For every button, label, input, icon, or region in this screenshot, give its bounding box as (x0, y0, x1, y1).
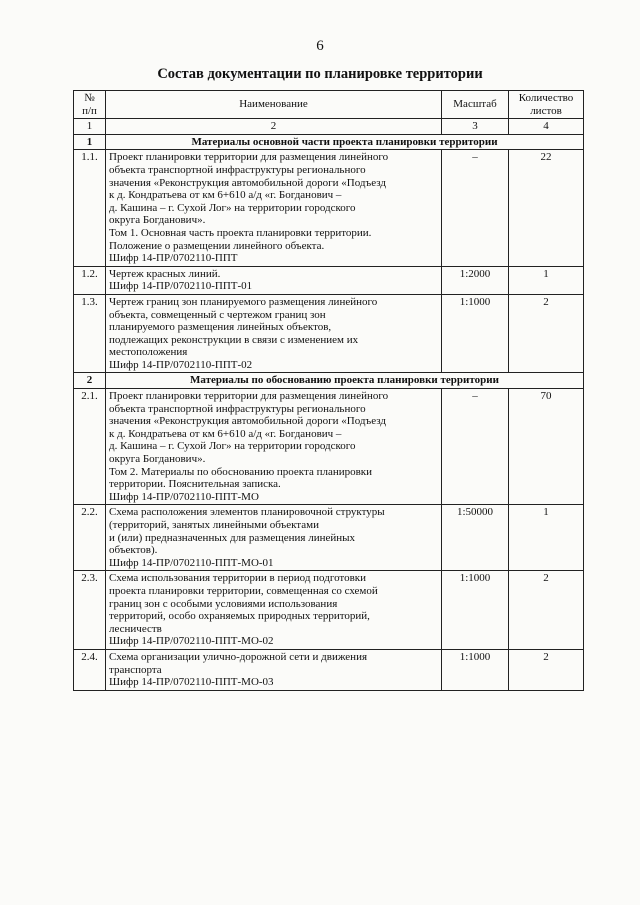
row-number: 2.2. (74, 505, 106, 571)
row-scale: 1:2000 (442, 266, 509, 294)
row-scale: – (442, 389, 509, 505)
row-name-line: транспорта (109, 663, 162, 676)
row-name-line: Схема расположения элементов планировочной структуры (109, 506, 385, 519)
section-title: Материалы основной части проекта планировки территории (106, 134, 584, 150)
row-name-line: значения «Реконструкция автомобильной дороги «Подъезд (109, 415, 386, 428)
row-name-line: границ зон с особыми условиями использования (109, 597, 338, 610)
section-row (74, 373, 584, 389)
row-number: 1.3. (74, 294, 106, 373)
row-name-line: округа Богданович». (109, 214, 206, 227)
table-row (74, 571, 584, 650)
row-scale: 1:50000 (442, 505, 509, 571)
header-count-line: Количество (518, 92, 574, 104)
row-name-line: Схема использования территории в период подготовки (109, 572, 367, 585)
row-name (106, 266, 442, 294)
row-name-line: Чертеж красных линий. (109, 267, 221, 280)
section-number: 2 (74, 373, 106, 389)
row-name-line: д. Кашина – г. Сухой Лог» на территории городского (109, 440, 356, 453)
section-row (74, 134, 584, 150)
row-name-line: территории. Пояснительная записка. (109, 478, 281, 491)
row-scale: 1:1000 (442, 571, 509, 650)
header-count-line: листов (530, 104, 562, 117)
row-name-line: к д. Кондратьева от км 6+610 а/д «г. Богданович – (109, 427, 342, 440)
col-index-cell: 2 (106, 119, 442, 135)
header-num-line: № (84, 92, 95, 104)
row-name-line: Шифр 14-ПР/0702110-ППТ-МО (109, 490, 259, 503)
section-title: Материалы по обоснованию проекта планировки территории (106, 373, 584, 389)
row-number: 1.1. (74, 150, 106, 266)
table-row (74, 150, 584, 266)
row-count: 70 (509, 389, 584, 505)
row-count: 1 (509, 266, 584, 294)
row-name-line: объектов). (109, 544, 158, 557)
table-row (74, 294, 584, 373)
row-name-line: проекта планировки территории, совмещенная со схемой (109, 584, 378, 597)
row-name (106, 571, 442, 650)
row-count: 2 (509, 649, 584, 690)
col-index-cell: 4 (509, 119, 584, 135)
header-num (74, 91, 106, 119)
table-row (74, 505, 584, 571)
row-name-line: Шифр 14-ПР/0702110-ППТ-МО-02 (109, 635, 274, 648)
row-scale: – (442, 150, 509, 266)
document-title: Состав документации по планировке территории (157, 66, 483, 82)
row-name (106, 150, 442, 266)
row-name-line: Шифр 14-ПР/0702110-ППТ (109, 252, 238, 265)
row-count: 22 (509, 150, 584, 266)
row-name-line: Шифр 14-ПР/0702110-ППТ-02 (109, 358, 253, 371)
section-number: 1 (74, 134, 106, 150)
row-name-line: округа Богданович». (109, 453, 206, 466)
row-name-line: к д. Кондратьева от км 6+610 а/д «г. Богданович – (109, 189, 342, 202)
row-name-line: Том 2. Материалы по обоснованию проекта планировки (109, 465, 373, 478)
row-name-line: и (или) предназначенных для размещения линейных (109, 531, 356, 544)
row-name-line: Чертеж границ зон планируемого размещения линейного (109, 295, 378, 308)
row-name-line: Шифр 14-ПР/0702110-ППТ-МО-03 (109, 676, 274, 689)
row-name-line: Схема организации улично-дорожной сети и движения (109, 650, 368, 663)
table-row (74, 389, 584, 505)
row-name-line: лесничеств (109, 622, 162, 635)
documentation-table (73, 90, 584, 691)
row-name-line: Положение о размещении линейного объекта. (109, 239, 325, 252)
table-row (74, 649, 584, 690)
table-row (74, 266, 584, 294)
row-number: 2.3. (74, 571, 106, 650)
row-number: 2.1. (74, 389, 106, 505)
col-index-cell: 1 (74, 119, 106, 135)
row-name-line: планируемого размещения линейных объектов, (109, 321, 332, 334)
row-count: 2 (509, 571, 584, 650)
row-name-line: территорий, особо охраняемых природных территорий, (109, 610, 370, 623)
page-number: 6 (316, 38, 324, 54)
row-count: 2 (509, 294, 584, 373)
header-num-line: п/п (82, 104, 97, 117)
row-name-line: объекта транспортной инфраструктуры регионального (109, 402, 366, 415)
row-scale: 1:1000 (442, 649, 509, 690)
row-name-line: объекта транспортной инфраструктуры регионального (109, 163, 366, 176)
row-name (106, 649, 442, 690)
col-index-cell: 3 (442, 119, 509, 135)
row-name-line: Шифр 14-ПР/0702110-ППТ-МО-01 (109, 556, 274, 569)
header-scale: Масштаб (442, 91, 509, 119)
row-name (106, 294, 442, 373)
row-name-line: Проект планировки территории для размещения линейного (109, 151, 389, 164)
row-name-line: подлежащих реконструкции в связи с изменением их (109, 333, 359, 346)
row-name-line: Шифр 14-ПР/0702110-ППТ-01 (109, 280, 253, 293)
row-scale: 1:1000 (442, 294, 509, 373)
row-name-line: (территорий, занятых линейными объектами (109, 519, 319, 531)
header-name: Наименование (106, 91, 442, 119)
row-count: 1 (509, 505, 584, 571)
table-header (74, 91, 584, 135)
row-name-line: значения «Реконструкция автомобильной дороги «Подъезд (109, 176, 386, 189)
row-name-line: Проект планировки территории для размещения линейного (109, 390, 389, 403)
row-name-line: Том 1. Основная часть проекта планировки территории. (109, 226, 372, 239)
row-name-line: д. Кашина – г. Сухой Лог» на территории городского (109, 201, 356, 214)
row-number: 2.4. (74, 649, 106, 690)
row-number: 1.2. (74, 266, 106, 294)
row-name-line: местоположения (109, 346, 188, 359)
row-name-line: объекта, совмещенный с чертежом границ зон (109, 308, 326, 321)
row-name (106, 389, 442, 505)
row-name (106, 505, 442, 571)
table-body (74, 134, 584, 690)
header-count (509, 91, 584, 119)
